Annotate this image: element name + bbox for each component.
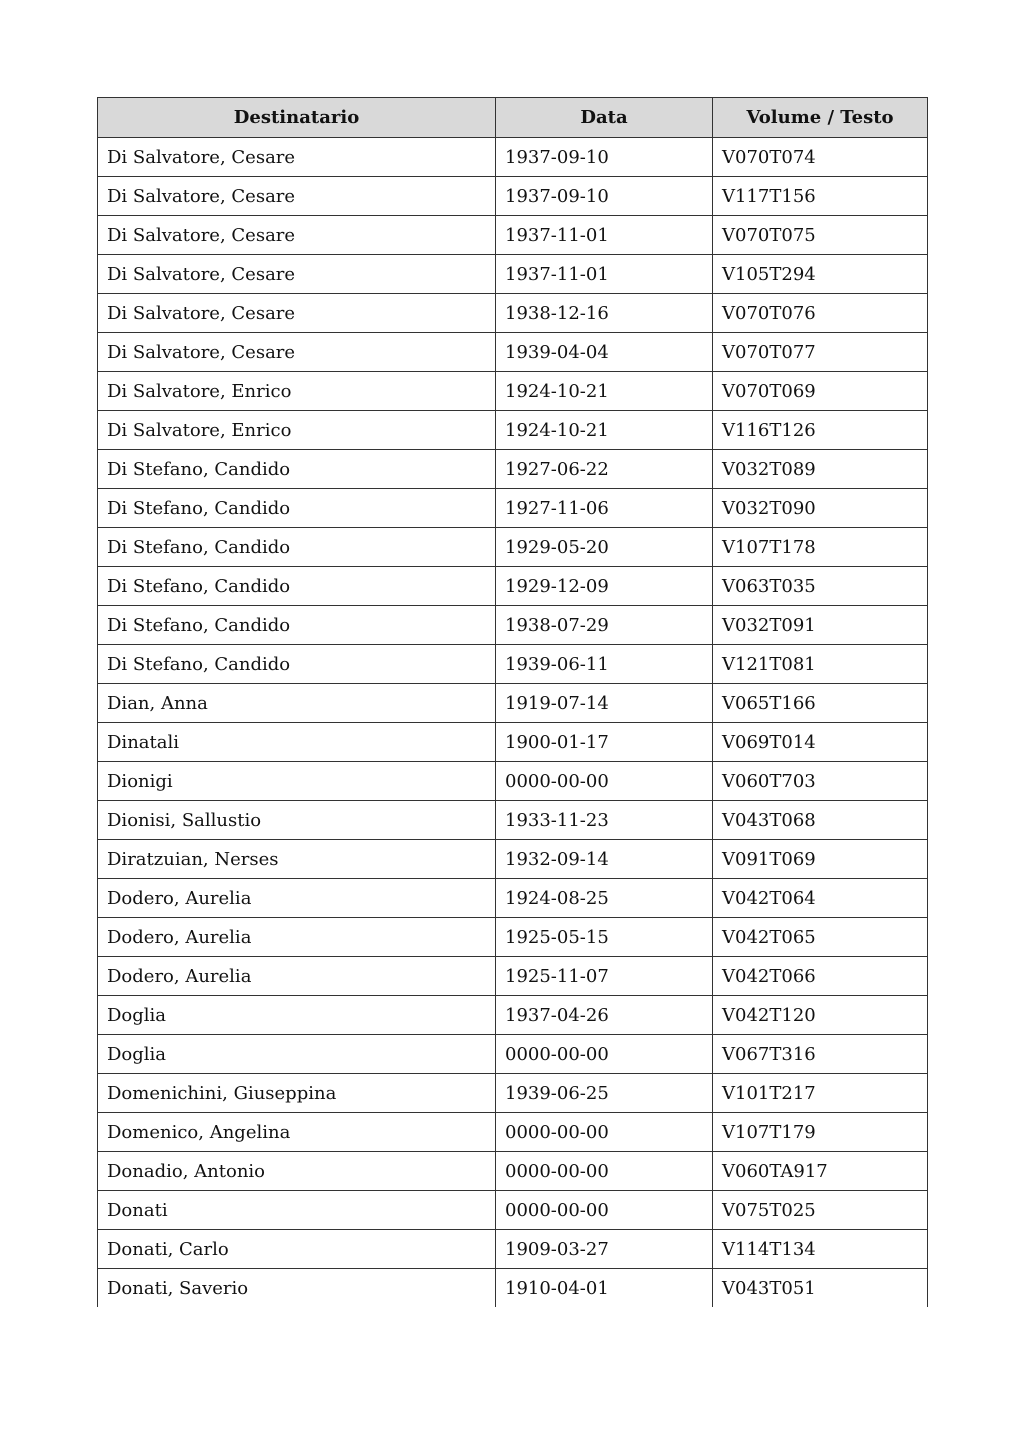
- header-destinatario: Destinatario: [98, 98, 496, 138]
- cell-destinatario: Donati, Carlo: [98, 1230, 496, 1269]
- cell-data: 1937-09-10: [496, 177, 713, 216]
- table-row: [98, 840, 928, 879]
- cell-volume-testo: V042T064: [713, 879, 928, 918]
- cell-volume-testo: V105T294: [713, 255, 928, 294]
- cell-volume-testo: V067T316: [713, 1035, 928, 1074]
- cell-destinatario: Dodero, Aurelia: [98, 957, 496, 996]
- cell-destinatario: Di Salvatore, Cesare: [98, 294, 496, 333]
- cell-volume-testo: V042T120: [713, 996, 928, 1035]
- cell-volume-testo: V065T166: [713, 684, 928, 723]
- table-row: [98, 294, 928, 333]
- cell-volume-testo: V114T134: [713, 1230, 928, 1269]
- table-row: [98, 333, 928, 372]
- table-row: [98, 177, 928, 216]
- table-header-row: [98, 98, 928, 138]
- table-row: [98, 801, 928, 840]
- cell-volume-testo: V070T077: [713, 333, 928, 372]
- cell-destinatario: Di Salvatore, Cesare: [98, 333, 496, 372]
- cell-data: 1939-04-04: [496, 333, 713, 372]
- cell-data: 1927-06-22: [496, 450, 713, 489]
- cell-data: 1919-07-14: [496, 684, 713, 723]
- table-row: [98, 372, 928, 411]
- cell-volume-testo: V101T217: [713, 1074, 928, 1113]
- cell-destinatario: Donadio, Antonio: [98, 1152, 496, 1191]
- table-row: [98, 1269, 928, 1308]
- table-row: [98, 1230, 928, 1269]
- cell-destinatario: Dionisi, Sallustio: [98, 801, 496, 840]
- table-row: [98, 411, 928, 450]
- cell-volume-testo: V117T156: [713, 177, 928, 216]
- cell-volume-testo: V070T076: [713, 294, 928, 333]
- cell-volume-testo: V060T703: [713, 762, 928, 801]
- cell-data: 1929-12-09: [496, 567, 713, 606]
- cell-destinatario: Doglia: [98, 996, 496, 1035]
- cell-volume-testo: V070T075: [713, 216, 928, 255]
- cell-data: 0000-00-00: [496, 1191, 713, 1230]
- cell-volume-testo: V042T065: [713, 918, 928, 957]
- cell-data: 1925-11-07: [496, 957, 713, 996]
- cell-data: 1924-08-25: [496, 879, 713, 918]
- table-row: [98, 996, 928, 1035]
- cell-volume-testo: V060TA917: [713, 1152, 928, 1191]
- cell-volume-testo: V032T090: [713, 489, 928, 528]
- cell-data: 1938-12-16: [496, 294, 713, 333]
- cell-destinatario: Di Salvatore, Enrico: [98, 372, 496, 411]
- cell-data: 1938-07-29: [496, 606, 713, 645]
- table-row: [98, 1152, 928, 1191]
- cell-data: 1927-11-06: [496, 489, 713, 528]
- table-row: [98, 1074, 928, 1113]
- cell-destinatario: Di Stefano, Candido: [98, 528, 496, 567]
- table-row: [98, 645, 928, 684]
- table-row: [98, 1113, 928, 1152]
- cell-data: 1937-11-01: [496, 216, 713, 255]
- cell-volume-testo: V116T126: [713, 411, 928, 450]
- table-row: [98, 918, 928, 957]
- table-row: [98, 879, 928, 918]
- cell-destinatario: Di Salvatore, Cesare: [98, 177, 496, 216]
- cell-destinatario: Di Stefano, Candido: [98, 450, 496, 489]
- cell-data: 1910-04-01: [496, 1269, 713, 1308]
- cell-destinatario: Di Salvatore, Cesare: [98, 216, 496, 255]
- cell-destinatario: Dian, Anna: [98, 684, 496, 723]
- cell-data: 0000-00-00: [496, 762, 713, 801]
- cell-data: 1924-10-21: [496, 372, 713, 411]
- table-row: [98, 138, 928, 177]
- cell-data: 1932-09-14: [496, 840, 713, 879]
- table-row: [98, 1191, 928, 1230]
- cell-destinatario: Domenico, Angelina: [98, 1113, 496, 1152]
- cell-data: 1925-05-15: [496, 918, 713, 957]
- cell-destinatario: Dodero, Aurelia: [98, 879, 496, 918]
- cell-volume-testo: V075T025: [713, 1191, 928, 1230]
- cell-destinatario: Dinatali: [98, 723, 496, 762]
- cell-destinatario: Domenichini, Giuseppina: [98, 1074, 496, 1113]
- cell-destinatario: Di Stefano, Candido: [98, 489, 496, 528]
- cell-data: 1909-03-27: [496, 1230, 713, 1269]
- cell-volume-testo: V121T081: [713, 645, 928, 684]
- cell-volume-testo: V070T069: [713, 372, 928, 411]
- cell-destinatario: Donati, Saverio: [98, 1269, 496, 1308]
- cell-volume-testo: V032T089: [713, 450, 928, 489]
- cell-data: 1933-11-23: [496, 801, 713, 840]
- cell-data: 1900-01-17: [496, 723, 713, 762]
- cell-data: 0000-00-00: [496, 1113, 713, 1152]
- cell-destinatario: Donati: [98, 1191, 496, 1230]
- cell-volume-testo: V043T051: [713, 1269, 928, 1308]
- cell-destinatario: Di Salvatore, Enrico: [98, 411, 496, 450]
- table-row: [98, 762, 928, 801]
- cell-destinatario: Dodero, Aurelia: [98, 918, 496, 957]
- table-row: [98, 528, 928, 567]
- cell-destinatario: Doglia: [98, 1035, 496, 1074]
- table-row: [98, 957, 928, 996]
- header-data: Data: [496, 98, 713, 138]
- cell-destinatario: Di Salvatore, Cesare: [98, 255, 496, 294]
- correspondence-table: [97, 97, 928, 1307]
- header-volume-testo: Volume / Testo: [713, 98, 928, 138]
- cell-destinatario: Di Salvatore, Cesare: [98, 138, 496, 177]
- table-row: [98, 489, 928, 528]
- table-row: [98, 255, 928, 294]
- cell-data: 1937-04-26: [496, 996, 713, 1035]
- table-body: [98, 138, 928, 1308]
- cell-volume-testo: V070T074: [713, 138, 928, 177]
- cell-data: 1929-05-20: [496, 528, 713, 567]
- table-row: [98, 567, 928, 606]
- cell-volume-testo: V032T091: [713, 606, 928, 645]
- cell-data: 0000-00-00: [496, 1035, 713, 1074]
- cell-data: 1937-09-10: [496, 138, 713, 177]
- cell-destinatario: Dionigi: [98, 762, 496, 801]
- cell-data: 1939-06-25: [496, 1074, 713, 1113]
- cell-volume-testo: V091T069: [713, 840, 928, 879]
- cell-data: 1937-11-01: [496, 255, 713, 294]
- cell-destinatario: Di Stefano, Candido: [98, 645, 496, 684]
- cell-data: 0000-00-00: [496, 1152, 713, 1191]
- cell-volume-testo: V069T014: [713, 723, 928, 762]
- cell-volume-testo: V107T178: [713, 528, 928, 567]
- table-row: [98, 1035, 928, 1074]
- cell-volume-testo: V042T066: [713, 957, 928, 996]
- table-row: [98, 723, 928, 762]
- table-row: [98, 216, 928, 255]
- cell-volume-testo: V063T035: [713, 567, 928, 606]
- cell-destinatario: Di Stefano, Candido: [98, 567, 496, 606]
- cell-destinatario: Di Stefano, Candido: [98, 606, 496, 645]
- cell-volume-testo: V107T179: [713, 1113, 928, 1152]
- cell-data: 1924-10-21: [496, 411, 713, 450]
- cell-volume-testo: V043T068: [713, 801, 928, 840]
- table-row: [98, 606, 928, 645]
- table-row: [98, 450, 928, 489]
- table-row: [98, 684, 928, 723]
- cell-data: 1939-06-11: [496, 645, 713, 684]
- cell-destinatario: Diratzuian, Nerses: [98, 840, 496, 879]
